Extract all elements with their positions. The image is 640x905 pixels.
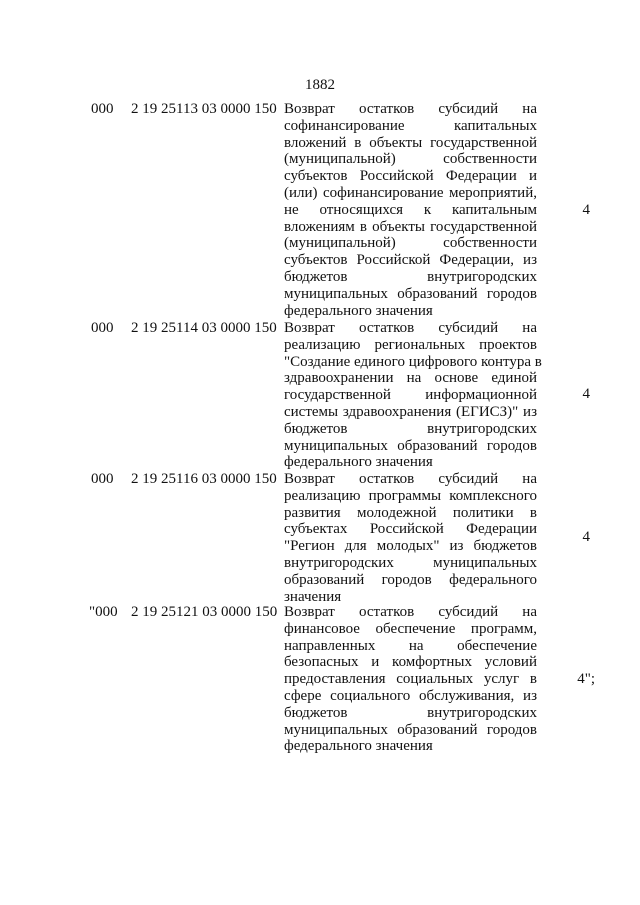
description-line: безопасных и комфортных условий <box>284 654 537 671</box>
admin-code: 000 <box>91 471 114 487</box>
description-line: субъектов Российской Федерации, из <box>284 252 537 269</box>
admin-code: "000 <box>89 604 118 620</box>
admin-code: 000 <box>91 101 114 117</box>
description-line: субъектах Российской Федерации <box>284 521 537 538</box>
row-description <box>284 604 537 755</box>
description-line: бюджетов внутригородских <box>284 420 537 437</box>
description-line: вложений в объекты государственной <box>284 134 537 151</box>
description-line: Возврат остатков субсидий на <box>284 320 537 336</box>
standard-value: 4 <box>582 202 590 218</box>
budget-classification-code: 2 19 25114 03 0000 150 <box>131 320 277 336</box>
description-line: бюджетов внутригородских <box>284 268 537 285</box>
admin-code: 000 <box>91 320 114 336</box>
description-line: субъектов Российской Федерации и <box>284 168 537 185</box>
description-line: (муниципальной) собственности <box>284 235 537 252</box>
description-line: муниципальных образований городов <box>284 721 537 738</box>
description-line: реализацию региональных проектов <box>284 336 537 353</box>
description-line: финансовое обеспечение программ, <box>284 620 537 637</box>
description-line: (или) софинансирование мероприятий, <box>284 184 537 201</box>
description-line: вложениям в объекты государственной <box>284 218 537 235</box>
description-line: предоставления социальных услуг в <box>284 671 537 688</box>
description-line: здравоохранении на основе единой <box>284 370 537 387</box>
description-line: Возврат остатков субсидий на <box>284 471 537 487</box>
description-line: системы здравоохранения (ЕГИСЗ)" из <box>284 403 537 420</box>
budget-classification-code: 2 19 25121 03 0000 150 <box>131 604 278 620</box>
description-line: муниципальных образований городов <box>284 437 537 454</box>
page-number: 1882 <box>305 77 335 93</box>
description-line: (муниципальной) собственности <box>284 151 537 168</box>
description-line: "Регион для молодых" из бюджетов <box>284 538 537 555</box>
row-description <box>284 320 542 471</box>
standard-value: 4"; <box>577 671 595 687</box>
description-line: бюджетов внутригородских <box>284 704 537 721</box>
description-line: не относящихся к капитальным <box>284 201 537 218</box>
description-line: федерального значения <box>284 454 433 471</box>
description-line: сфере социального обслуживания, из <box>284 687 537 704</box>
description-line: федерального значения <box>284 302 433 319</box>
row-description <box>284 471 537 605</box>
budget-classification-code: 2 19 25116 03 0000 150 <box>131 471 277 487</box>
row-description <box>284 101 537 319</box>
description-line: реализацию программы комплексного <box>284 487 537 504</box>
description-line: Возврат остатков субсидий на <box>284 101 537 117</box>
budget-classification-code: 2 19 25113 03 0000 150 <box>131 101 277 117</box>
description-line: софинансирование капитальных <box>284 117 537 134</box>
description-line: Возврат остатков субсидий на <box>284 604 537 620</box>
description-line: федерального значения <box>284 738 433 755</box>
standard-value: 4 <box>582 529 590 545</box>
description-line: значения <box>284 588 342 605</box>
description-line: направленных на обеспечение <box>284 637 537 654</box>
description-line: "Создание единого цифрового контура в <box>284 353 542 370</box>
standard-value: 4 <box>582 386 590 402</box>
description-line: внутригородских муниципальных <box>284 554 537 571</box>
description-line: муниципальных образований городов <box>284 285 537 302</box>
description-line: развития молодежной политики в <box>284 504 537 521</box>
description-line: образований городов федерального <box>284 571 537 588</box>
description-line: государственной информационной <box>284 387 537 404</box>
